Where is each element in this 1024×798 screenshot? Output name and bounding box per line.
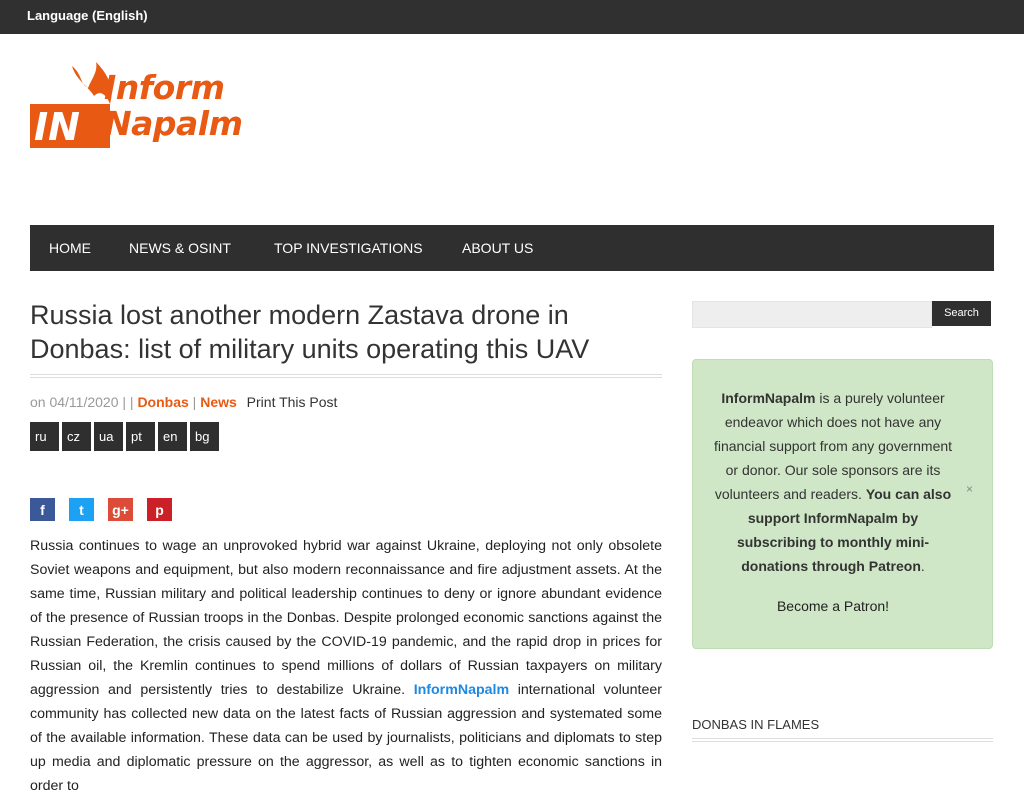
search-button[interactable]: Search (932, 301, 991, 326)
nav-about-us[interactable]: ABOUT US (462, 240, 534, 256)
facebook-icon[interactable]: f (30, 498, 55, 521)
lang-bg[interactable]: bg (190, 422, 219, 451)
nav-news-osint[interactable]: NEWS & OSINT (129, 240, 231, 256)
close-icon[interactable]: × (966, 482, 974, 496)
volunteer-notice (692, 359, 993, 649)
article-body: Russia continues to wage an unprovoked hybrid war against Ukraine, deploying not only obsolete Soviet weapons and equipment, but also modern reconnaissance and fire adjustment assets. At the same time, Russian military and political leadership continues to deny or ignore abundant evidence of the presence of Russian troops in the Donbas. Despite prolonged economic sanctions against the Russian Federation, the crisis caused by the COVID-19 pandemic, and the rapid drop in prices for Russian oil, the Kremlin continues to spend millions of dollars of Russian taxpayers on military aggression and persistently tries to destabilize Ukraine. InformNapalm international volunteer community has collected new data on the latest facts of Russian aggression and systemated some of the available information. These data can be used by journalists, politicians and diplomats to step up media and diplomatic pressure on the aggressor, as well as to tighten economic sanctions in order to (30, 538, 662, 794)
article-meta (30, 394, 662, 410)
informnapalm-link[interactable]: InformNapalm (413, 682, 510, 698)
widget-title: DONBAS IN FLAMES (692, 717, 820, 732)
google-plus-icon[interactable]: g+ (108, 498, 133, 521)
share-buttons (30, 498, 186, 521)
post-date: on 04/11/2020 | | (30, 394, 134, 410)
lang-ru[interactable]: ru (30, 422, 59, 451)
widget-divider (692, 738, 993, 742)
nav-top-investigations[interactable]: TOP INVESTIGATIONS (274, 240, 423, 256)
category-news[interactable]: News (200, 394, 237, 410)
lang-ua[interactable]: ua (94, 422, 123, 451)
search-input[interactable] (692, 301, 932, 328)
pinterest-icon[interactable]: p (147, 498, 172, 521)
title-divider (30, 374, 662, 378)
brand-name: Inform Napalm (104, 68, 243, 143)
lang-en[interactable]: en (158, 422, 187, 451)
top-bar (0, 0, 1024, 34)
patreon-cta[interactable]: You can also support InformNapalm by subscribing to monthly mini-donations through Patreon (736, 486, 952, 574)
svg-text:IN: IN (34, 105, 80, 149)
main-navigation (30, 225, 994, 271)
language-selector[interactable]: Language (English) (27, 8, 148, 23)
lang-pt[interactable]: pt (126, 422, 155, 451)
site-logo[interactable] (30, 60, 260, 152)
nav-home[interactable]: HOME (49, 240, 91, 256)
notice-text: InformNapalm is a purely volunteer endeavor which does not have any financial support from any government or donor. Our sole sponsors are its volunteers and readers. You can also support InformNapalm by subscribing to monthly mini-donations through Patreon. (713, 390, 953, 574)
article (30, 298, 662, 794)
category-donbas[interactable]: Donbas (137, 394, 189, 410)
category-separator: | (192, 394, 197, 410)
lang-cz[interactable]: cz (62, 422, 91, 451)
article-title: Russia lost another modern Zastava drone in Donbas: list of military units operating this UAV (30, 300, 590, 364)
print-post-link[interactable]: Print This Post (246, 394, 338, 410)
twitter-icon[interactable]: t (69, 498, 94, 521)
translation-links (30, 422, 662, 451)
become-patron-button[interactable]: Become a Patron! (776, 598, 890, 614)
